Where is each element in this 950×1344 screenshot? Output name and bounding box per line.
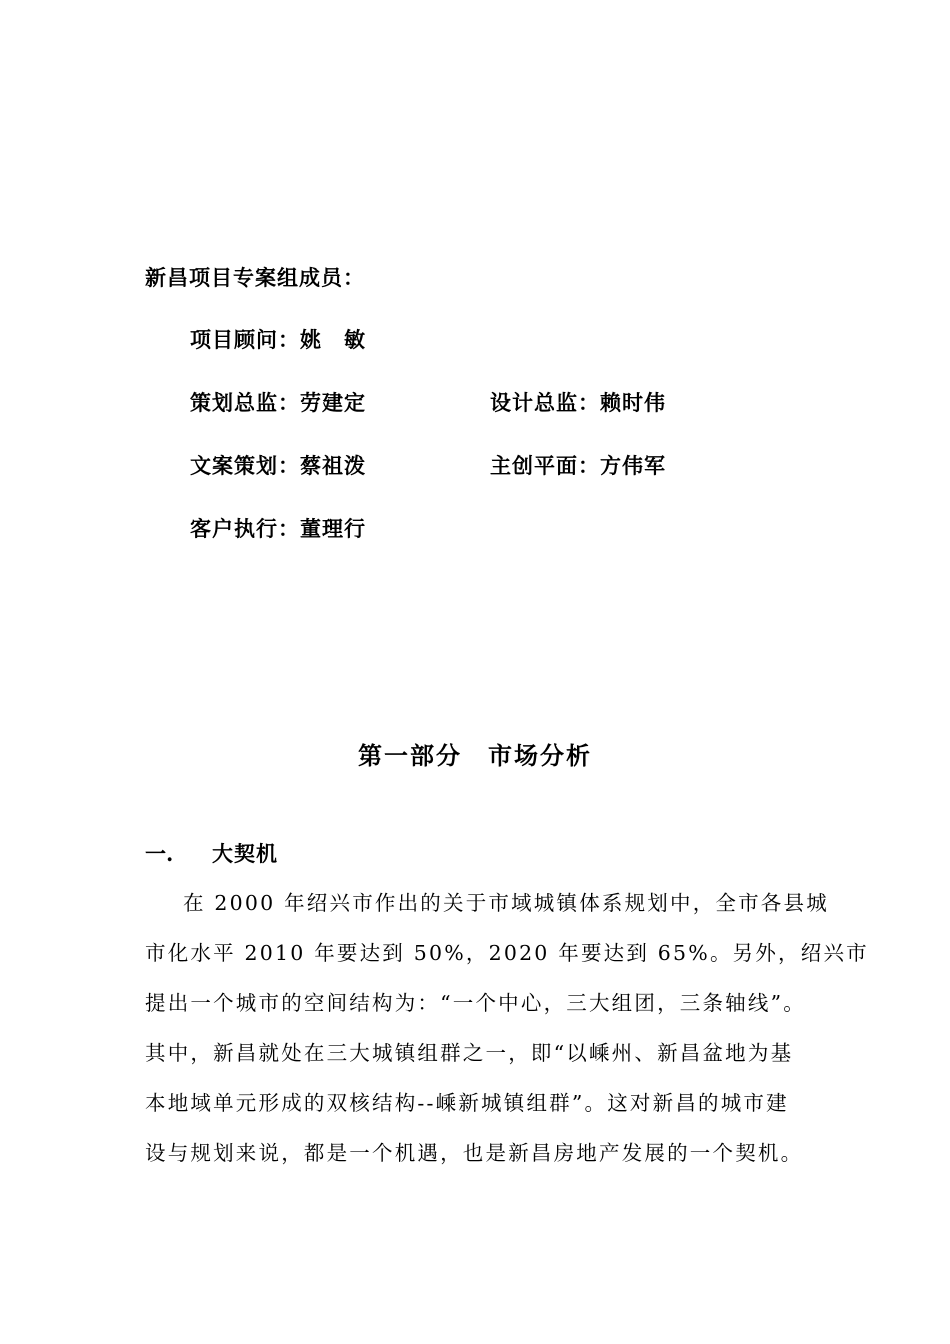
- member-advisor: [190, 324, 366, 354]
- body-line: 设与规划来说，都是一个机遇，也是新昌房地产发展的一个契机。: [145, 1141, 804, 1165]
- body-line: 其中，新昌就处在三大城镇组群之一，即“以嵊州、新昌盆地为基: [145, 1041, 794, 1065]
- member-name: 蔡祖泼: [300, 453, 366, 478]
- subsection-number: 一.: [145, 841, 174, 866]
- member-account-executive: [190, 513, 366, 543]
- member-design-director: [490, 387, 666, 417]
- member-name: 姚 敏: [300, 327, 366, 352]
- team-title: 新昌项目专案组成员：: [145, 265, 365, 290]
- member-name: 董理行: [300, 516, 366, 541]
- member-planning-director: [190, 387, 366, 417]
- member-name: 方伟军: [600, 453, 666, 478]
- body-line: 提出一个城市的空间结构为：“一个中心，三大组团，三条轴线”。: [145, 991, 806, 1015]
- member-label: 项目顾问：: [190, 327, 300, 352]
- member-name: 赖时伟: [600, 390, 666, 415]
- member-label: 文案策划：: [190, 453, 300, 478]
- member-copywriter: [190, 450, 366, 480]
- body-line: 市化水平 2010 年要达到 50%，2020 年要达到 65%。另外，绍兴市: [145, 941, 869, 965]
- member-label: 客户执行：: [190, 516, 300, 541]
- member-graphic-lead: [490, 450, 666, 480]
- member-name: 劳建定: [300, 390, 366, 415]
- subsection-title: 大契机: [212, 841, 278, 866]
- member-label: 策划总监：: [190, 390, 300, 415]
- member-label: 设计总监：: [490, 390, 600, 415]
- body-line: 本地域单元形成的双核结构--嵊新城镇组群”。这对新昌的城市建: [145, 1091, 789, 1115]
- section-title: 第一部分 市场分析: [358, 741, 592, 770]
- body-line: 在 2000 年绍兴市作出的关于市域城镇体系规划中，全市各县城: [183, 891, 829, 915]
- member-label: 主创平面：: [490, 453, 600, 478]
